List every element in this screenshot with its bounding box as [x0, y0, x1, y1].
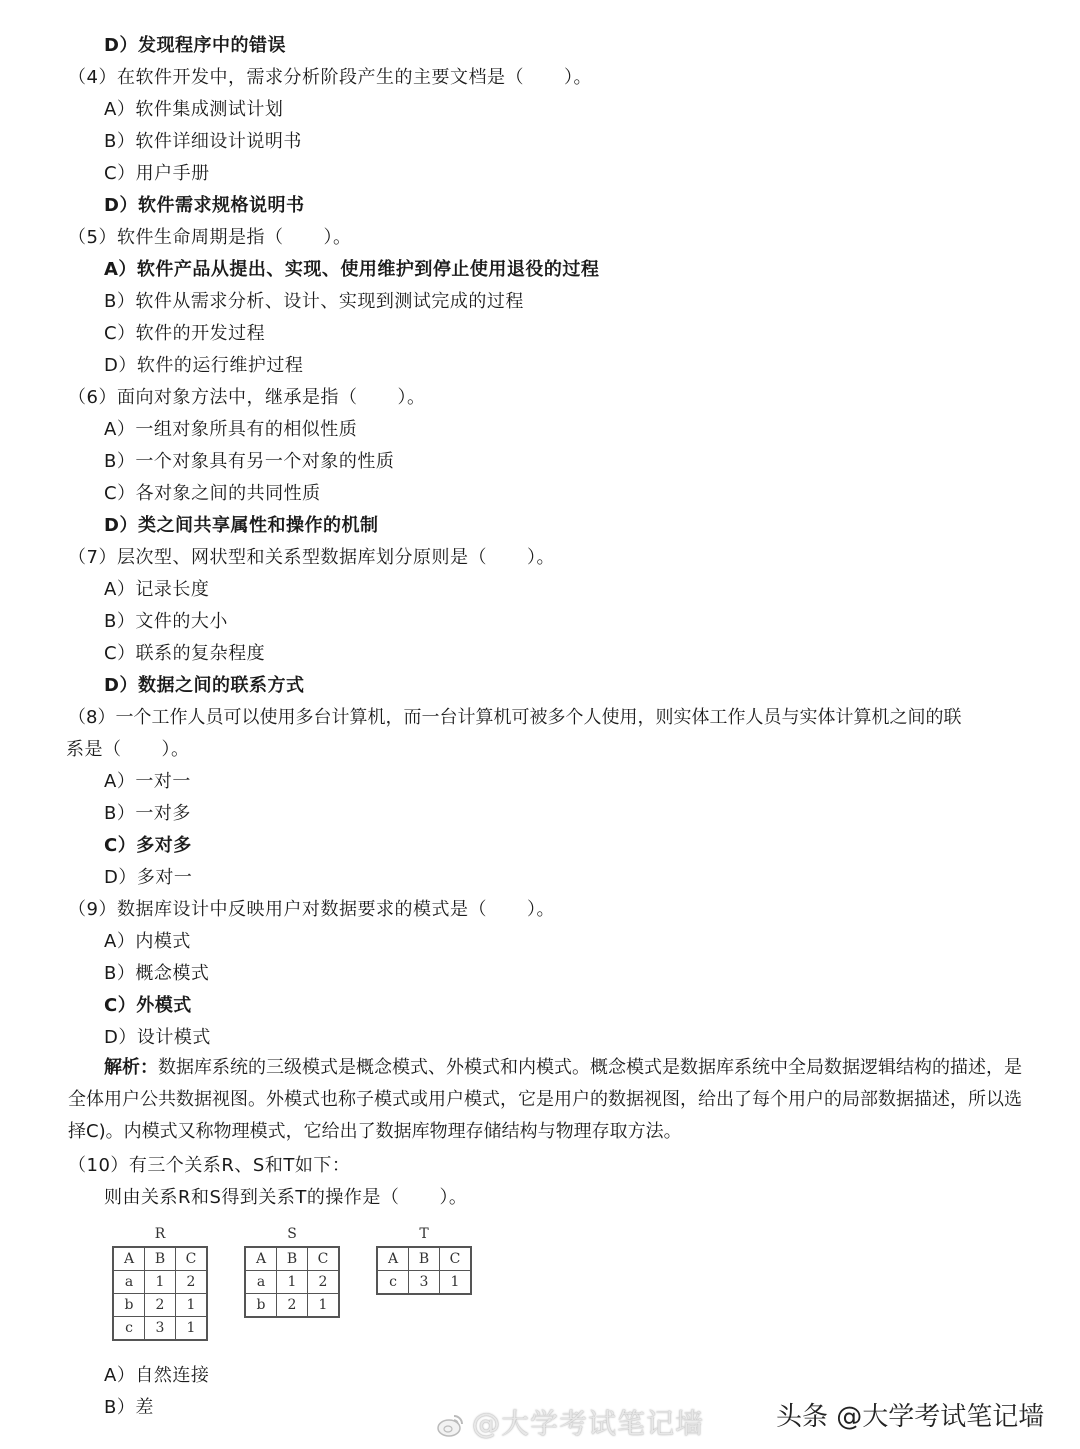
relation-t-table [376, 1246, 472, 1295]
table-cell: 2 [145, 1294, 176, 1317]
table-cell: 1 [308, 1294, 340, 1318]
q9-option-c: C）外模式 [104, 995, 192, 1016]
analysis-text: 数据库系统的三级模式是概念模式、外模式和内模式。概念模式是数据库系统中全局数据逻辑结构的描述，是全体用户公共数据视图。外模式也称子模式或用户模式，它是用户的数据视图，给出了每个用户的局部数据描述，所以选择C)。内模式又称物理模式，它给出了数据库物理存储结构与物理存取方法。 [68, 1057, 1022, 1142]
relation-s-title: S [287, 1226, 297, 1242]
q6-stem-end: ）。 [397, 387, 426, 408]
q7-option-a: A）记录长度 [104, 579, 210, 600]
q7-stem-end: ）。 [526, 547, 555, 568]
q4-option-b: B）软件详细设计说明书 [104, 131, 302, 152]
q4-option-d: D）软件需求规格说明书 [104, 195, 305, 216]
table-header-row [113, 1247, 207, 1271]
table-row [113, 1317, 207, 1341]
q4-stem-end: ）。 [563, 67, 592, 88]
q5-stem-end: ）。 [323, 227, 352, 248]
weibo-logo-icon [436, 1410, 466, 1440]
table-header-cell: C [308, 1247, 340, 1271]
q7-stem-text: （7）层次型、网状型和关系型数据库划分原则是（ [68, 547, 487, 568]
table-cell: 2 [308, 1271, 340, 1294]
table-header-cell: C [176, 1247, 208, 1271]
table-header-row [377, 1247, 471, 1271]
table-cell: 1 [277, 1271, 308, 1294]
q7-option-c: C）联系的复杂程度 [104, 643, 266, 664]
table-cell: 3 [145, 1317, 176, 1341]
table-cell: 1 [176, 1294, 208, 1317]
table-cell: c [113, 1317, 145, 1341]
q9-stem-text: （9）数据库设计中反映用户对数据要求的模式是（ [68, 899, 487, 920]
q9-option-b: B）概念模式 [104, 963, 210, 984]
q8-stem-end: ）。 [161, 739, 190, 760]
table-cell: b [113, 1294, 145, 1317]
table-cell: 1 [176, 1317, 208, 1341]
q3-option-d: D）发现程序中的错误 [104, 35, 286, 56]
relation-r-table [112, 1246, 208, 1341]
table-row [377, 1271, 471, 1295]
table-row [113, 1271, 207, 1294]
relation-s [244, 1226, 340, 1318]
table-row [113, 1294, 207, 1317]
q9-stem [68, 898, 555, 922]
q5-option-b: B）软件从需求分析、设计、实现到测试完成的过程 [104, 291, 524, 312]
relation-r-title: R [154, 1226, 166, 1242]
q10-stem-line2 [104, 1186, 467, 1210]
table-cell: b [245, 1294, 277, 1318]
q7-stem [68, 546, 555, 570]
q9-stem-end: ）。 [526, 899, 555, 920]
table-cell: c [377, 1271, 409, 1295]
table-header-row [245, 1247, 339, 1271]
q6-option-a: A）一组对象所具有的相似性质 [104, 419, 358, 440]
q5-stem-text: （5）软件生命周期是指（ [68, 227, 284, 248]
q9-analysis [68, 1052, 1028, 1148]
q10-stem-end: ）。 [439, 1187, 468, 1208]
q5-stem [68, 226, 351, 250]
toutiao-watermark: 头条 @大学考试笔记墙 [776, 1402, 1045, 1432]
q6-option-c: C）各对象之间的共同性质 [104, 483, 321, 504]
q8-option-d: D）多对一 [104, 867, 193, 888]
q8-stem-line2-text: 系是（ [66, 739, 122, 760]
q7-option-d: D）数据之间的联系方式 [104, 675, 305, 696]
q9-option-d: D）设计模式 [104, 1027, 211, 1048]
table-header-cell: A [245, 1247, 277, 1271]
q10-stem-line2-text: 则由关系R和S得到关系T的操作是（ [104, 1187, 400, 1208]
weibo-watermark [436, 1402, 704, 1442]
table-header-cell: B [409, 1247, 440, 1271]
table-header-cell: B [145, 1247, 176, 1271]
table-cell: 2 [176, 1271, 208, 1294]
weibo-watermark-text: @大学考试笔记墙 [472, 1407, 705, 1440]
table-cell: a [113, 1271, 145, 1294]
relation-t-title: T [419, 1226, 429, 1242]
q8-option-c: C）多对多 [104, 835, 192, 856]
analysis-label: 解析： [104, 1057, 158, 1078]
q7-option-b: B）文件的大小 [104, 611, 228, 632]
table-cell: 1 [145, 1271, 176, 1294]
relation-r [112, 1226, 208, 1341]
table-cell: 3 [409, 1271, 440, 1295]
q6-option-d: D）类之间共享属性和操作的机制 [104, 515, 379, 536]
table-row [245, 1294, 339, 1318]
table-cell: 1 [440, 1271, 472, 1295]
q4-option-c: C）用户手册 [104, 163, 210, 184]
table-header-cell: B [277, 1247, 308, 1271]
q6-stem [68, 386, 425, 410]
q8-stem: （8）一个工作人员可以使用多台计算机，而一台计算机可被多个人使用，则实体工作人员与实体计算机之间的联 [68, 707, 962, 728]
q4-option-a: A）软件集成测试计划 [104, 99, 284, 120]
q4-stem-text: （4）在软件开发中，需求分析阶段产生的主要文档是（ [68, 67, 524, 88]
q8-option-a: A）一对一 [104, 771, 191, 792]
table-header-cell: C [440, 1247, 472, 1271]
q10-option-a: A）自然连接 [104, 1365, 210, 1386]
q5-option-a: A）软件产品从提出、实现、使用维护到停止使用退役的过程 [104, 259, 600, 280]
table-cell: 2 [277, 1294, 308, 1318]
q8-stem-line2 [66, 738, 190, 762]
table-cell: a [245, 1271, 277, 1294]
q9-option-a: A）内模式 [104, 931, 191, 952]
q6-option-b: B）一个对象具有另一个对象的性质 [104, 451, 395, 472]
table-header-cell: A [377, 1247, 409, 1271]
q8-option-b: B）一对多 [104, 803, 191, 824]
q5-option-d: D）软件的运行维护过程 [104, 355, 304, 376]
table-row [245, 1271, 339, 1294]
relation-s-table [244, 1246, 340, 1318]
q5-option-c: C）软件的开发过程 [104, 323, 266, 344]
q10-stem: （10）有三个关系R、S和T如下： [68, 1155, 351, 1176]
q4-stem [68, 66, 592, 90]
relation-t [376, 1226, 472, 1295]
q10-option-b: B）差 [104, 1397, 154, 1418]
q6-stem-text: （6）面向对象方法中，继承是指（ [68, 387, 358, 408]
table-header-cell: A [113, 1247, 145, 1271]
